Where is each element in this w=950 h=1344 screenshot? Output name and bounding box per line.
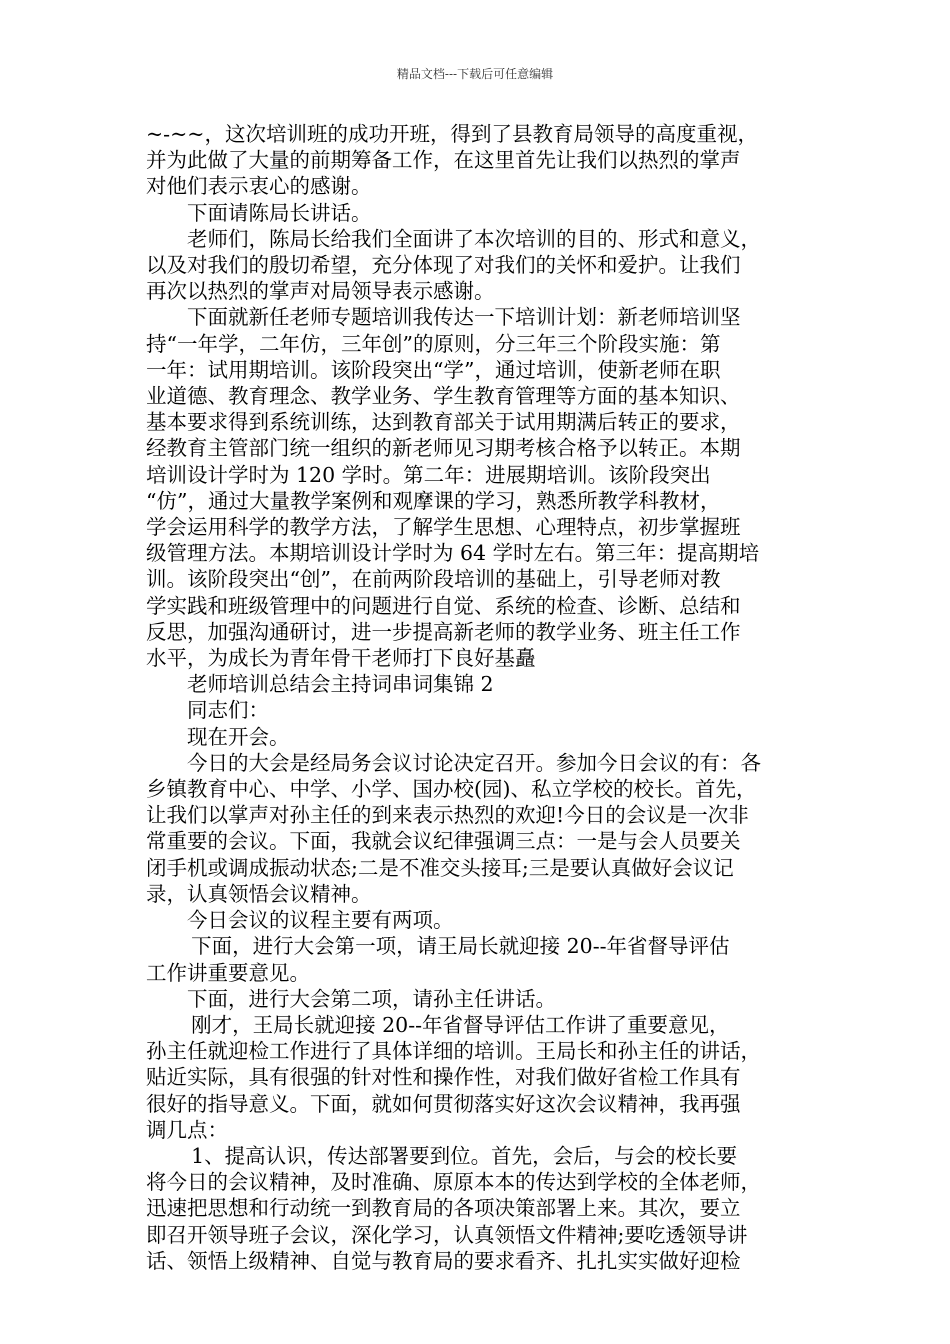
paragraph-salutation: 同志们：: [187, 698, 269, 723]
paragraph-chen-speech: 下面请陈局长讲话。: [187, 200, 372, 225]
paragraph-intro: ~-~~，这次培训班的成功开班，得到了县教育局领导的高度重视， 并为此做了大量的前期筹备工作，在这里首先让我们以热烈的掌声 对他们表示衷心的感谢。: [146, 122, 758, 199]
paragraph-thanks: 老师们，陈局长给我们全面讲了本次培训的目的、形式和意义， 以及对我们的殷切希望，充分体现了对我们的关怀和爱护。让我们 再次以热烈的掌声对局领导表示感谢。: [146, 226, 761, 304]
paragraph-training-plan: 下面就新任老师专题培训我传达一下培训计划：新老师培训坚 持“一年学，二年仿，三年创”的原则，分三年三个阶段实施：第 一年：试用期培训。该阶段突出“学”，通过培训，使新老师在职 业道德、教育理念、教学业务、学生教育管理等方面的基本知识、 基本要求得到系统训练，达到教育部关于试用期满后转正的要求， 经教育主管部门统一组织的新老师见习期考核合格予以转正。本期 培训设计学时为 120 学时。第二年：进展期培训。该阶段突出 “仿”，通过大量教学案例和观摩课的学习，熟悉所教学科教材， 学会运用科学的教学方法，了解学生思想、心理特点，初步掌握班 级管理方法。本期培训设计学时为 64 学时左右。第三年：提高期培 训。该阶段突出“创”，在前两阶段培训的基础上，引导老师对教 学实践和班级管理中的问题进行自觉、系统的检查、诊断、总结和 反思，加强沟通研讨，进一步提高新老师的教学业务、班主任工作 水平，为成长为青年骨干老师打下良好基矗: [146, 305, 760, 671]
paragraph-summary: 刚才，王局长就迎接 20--年省督导评估工作讲了重要意见， 孙主任就迎检工作进行了具体详细的培训。王局长和孙主任的讲话， 贴近实际，具有很强的针对性和操作性，对我们做好省检工作具有 很好的指导意义。下面，就如何贯彻落实好这次会议精神，我再强 调几点：: [146, 1012, 761, 1142]
paragraph-meeting-intro: 今日的大会是经局务会议讨论决定召开。参加今日会议的有：各 乡镇教育中心、中学、小学、国办校(园)、私立学校的校长。首先， 让我们以掌声对孙主任的到来表示热烈的欢迎!今日的会议是一次非 常重要的会议。下面，我就会议纪律强调三点：一是与会人员要关 闭手机或调成振动状态;二是不准交头接耳;三是要认真做好会议记 录，认真领悟会议精神。: [146, 750, 761, 906]
page-header: 精品文档---下载后可任意编辑: [396, 67, 554, 81]
document-body: [146, 121, 816, 1274]
paragraph-opening: 现在开会。: [187, 724, 290, 749]
section-title: 老师培训总结会主持词串词集锦 2: [187, 672, 494, 697]
paragraph-point-1: 1、提高认识，传达部署要到位。首先，会后，与会的校长要 将今日的会议精神，及时准确、原原本本的传达到学校的全体老师， 迅速把思想和行动统一到教育局的各项决策部署上来。其次，要立 即召开领导班子会议，深化学习，认真领悟文件精神;要吃透领导讲 话、领悟上级精神、自觉与教育局的要求看齐、扎扎实实做好迎检: [146, 1143, 761, 1273]
paragraph-agenda-item-1: 下面，进行大会第一项，请王局长就迎接 20--年省督导评估 工作讲重要意见。: [146, 934, 730, 985]
paragraph-agenda-item-2: 下面，进行大会第二项，请孙主任讲话。: [187, 986, 556, 1011]
paragraph-agenda: 今日会议的议程主要有两项。: [187, 908, 454, 933]
